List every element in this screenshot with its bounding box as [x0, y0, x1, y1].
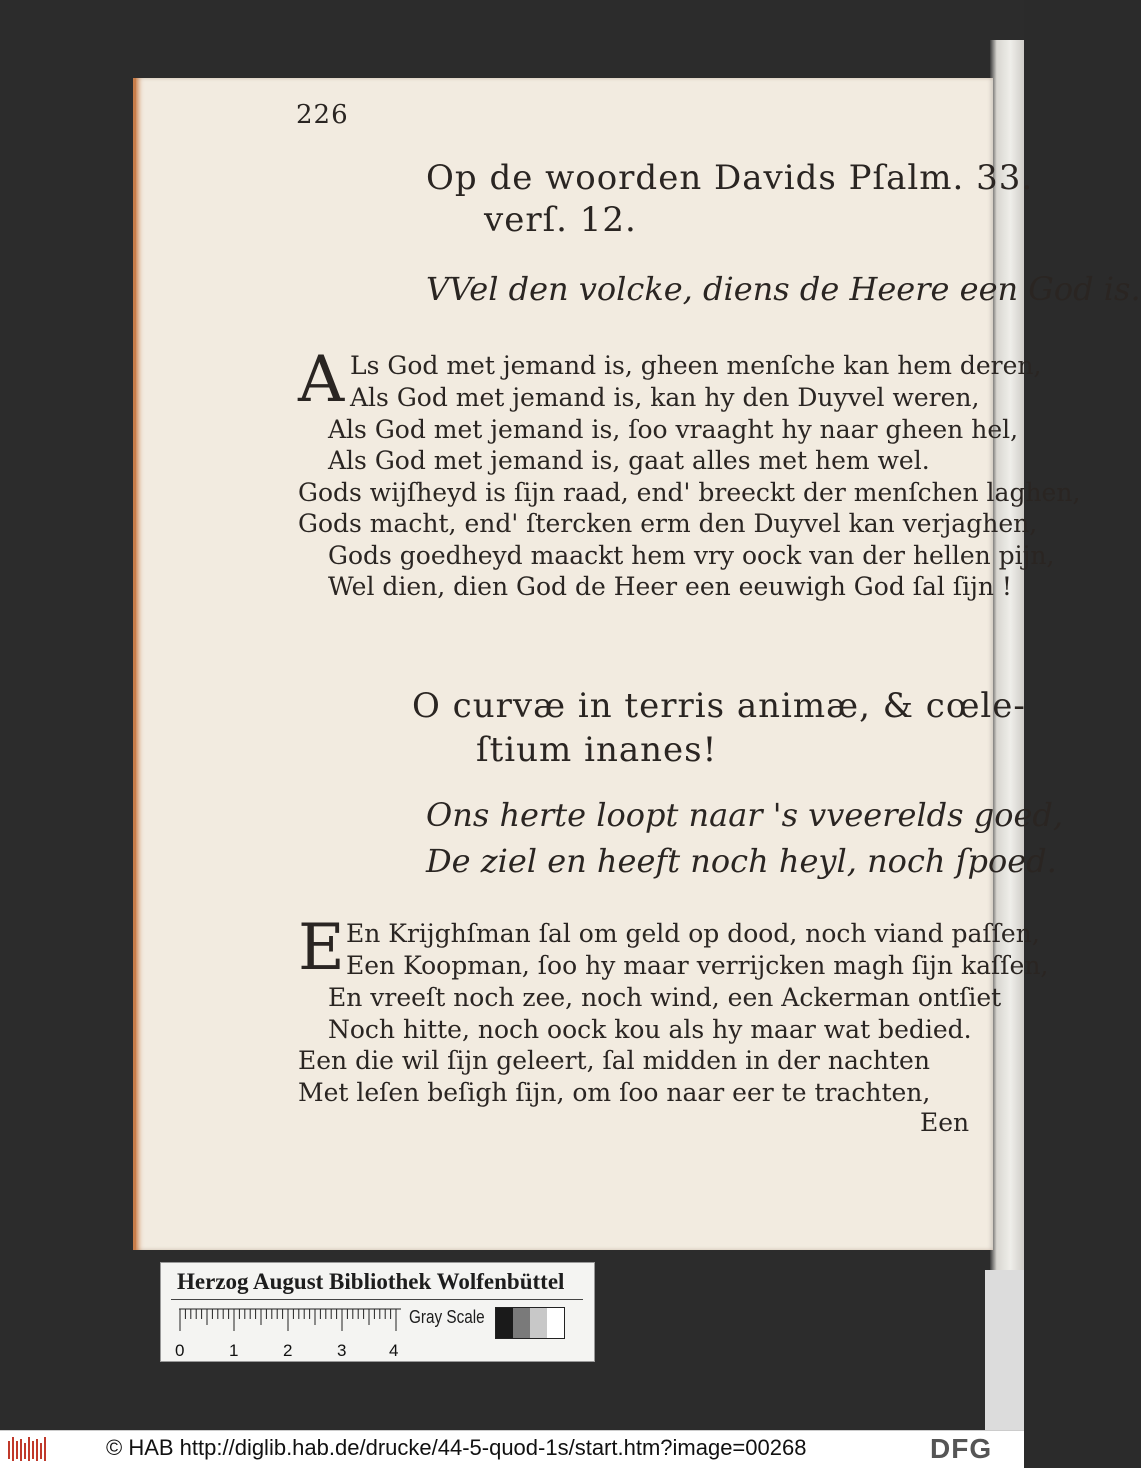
verse-line: Noch hitte, noch oock kou als hy maar wat bedied. [328, 1015, 972, 1044]
swatch-light-gray [530, 1308, 547, 1338]
library-name: Herzog August Bibliothek Wolfenbüttel [177, 1269, 565, 1294]
ruler-icon [179, 1309, 401, 1333]
verse-line: En Krijghſman ſal om geld op dood, noch viand paſſen, [346, 919, 1040, 948]
adjacent-page-edge-lower [985, 1270, 1024, 1430]
grayscale-swatches [495, 1307, 565, 1339]
catchword: Een [920, 1108, 970, 1137]
dropcap-e: E [298, 911, 345, 985]
ruler-number: 4 [389, 1341, 399, 1360]
adjacent-page-edge [990, 40, 1024, 1270]
footer-permalink[interactable]: © HAB http://diglib.hab.de/drucke/44-5-quod-1s/start.htm?image=00268 [106, 1435, 807, 1460]
footer-bar [0, 1430, 1024, 1468]
verse-line: Als God met jemand is, ſoo vraaght hy naar gheen hel, [328, 415, 1019, 444]
couplet-line: Ons herte loopt naar 's vveerelds goed, [426, 796, 1064, 834]
swatch-black [496, 1308, 513, 1338]
verse-line: Een Koopman, ſoo hy maar verrijcken magh ſijn kaſſen, [346, 951, 1049, 980]
verse-line: Een die wil ſijn geleert, ſal midden in der nachten [298, 1046, 930, 1075]
page-heading-line1: Op de woorden Davids Pſalm. 33. [426, 158, 1034, 198]
hab-logo-icon [6, 1435, 50, 1463]
page-number: 226 [296, 100, 349, 130]
dropcap-a: A [298, 343, 345, 417]
swatch-dark-gray [513, 1308, 530, 1338]
verse-line: En vreeſt noch zee, noch wind, een Ackerman ontſiet [328, 983, 1002, 1012]
verse-line: Als God met jemand is, kan hy den Duyvel weren, [350, 383, 980, 412]
ruler-number: 3 [337, 1341, 347, 1360]
grayscale-label: Gray Scale [409, 1307, 485, 1327]
book-page [133, 78, 1141, 1250]
ruler-number: 0 [175, 1341, 185, 1360]
verse-line: Gods wijſheyd is ſijn raad, end' breeckt der menſchen laghen, [298, 478, 1081, 507]
verse-line: Ls God met jemand is, gheen menſche kan hem deren, [350, 351, 1042, 380]
verse-line: Gods goedheyd maackt hem vry oock van der hellen pijn, [328, 541, 1055, 570]
dfg-logo: DFG [930, 1433, 993, 1464]
latin-line2: ſtium inanes! [476, 730, 718, 770]
library-scale-card [160, 1262, 595, 1362]
motto-line: VVel den volcke, diens de Heere een God is. [426, 270, 1141, 308]
verse-line: Met leſen beſigh ſijn, om ſoo naar eer te trachten, [298, 1078, 931, 1107]
ruler-number: 1 [229, 1341, 239, 1360]
divider [171, 1299, 583, 1300]
latin-line1: O curvæ in terris animæ, & cœle- [412, 686, 1026, 726]
verse-line: Wel dien, dien God de Heer een eeuwigh God ſal ſijn ! [328, 572, 1012, 601]
page-heading-line2: verſ. 12. [484, 200, 637, 240]
verse-line: Gods macht, end' ſtercken erm den Duyvel kan verjaghen, [298, 509, 1038, 538]
verse-line: Als God met jemand is, gaat alles met hem wel. [328, 446, 930, 475]
ruler-number: 2 [283, 1341, 293, 1360]
couplet-line: De ziel en heeft noch heyl, noch ſpoed. [426, 842, 1057, 880]
swatch-white [547, 1308, 564, 1338]
